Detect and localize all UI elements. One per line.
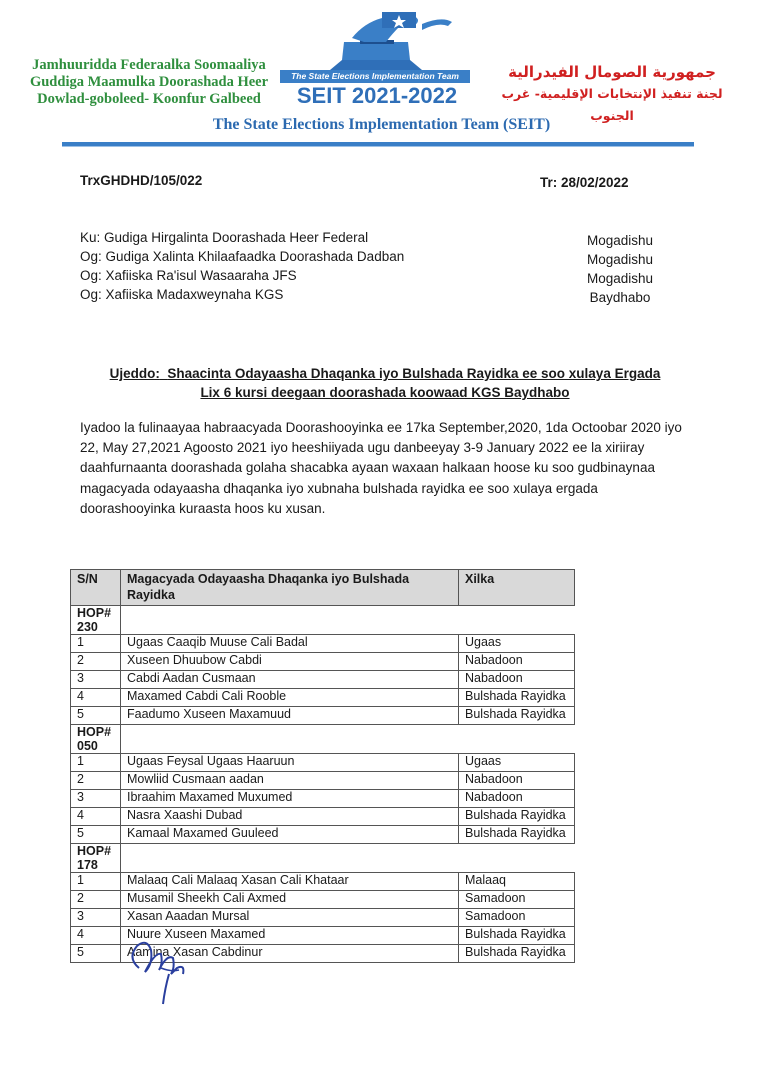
recipient-line: Og: Xafiiska Ra'isul Wasaaraha JFS [80, 268, 297, 283]
row-sn: 5 [71, 826, 121, 844]
table-row [71, 891, 575, 909]
row-name: Xasan Aaadan Mursal [121, 909, 459, 927]
row-role: Ugaas [459, 754, 575, 772]
row-name: Cabdi Aadan Cusmaan [121, 671, 459, 689]
logo-title: SEIT 2021-2022 [296, 83, 458, 108]
subject-line-2: Lix 6 kursi deegaan doorashada koowaad KGS Baydhabo [200, 385, 570, 400]
table-header-row [71, 570, 575, 606]
row-role: Nabadoon [459, 653, 575, 671]
reference-number: TrxGHDHD/105/022 [80, 173, 203, 188]
row-name: Ibraahim Maxamed Muxumed [121, 790, 459, 808]
row-role: Samadoon [459, 909, 575, 927]
table-group-row [71, 844, 575, 873]
recipient-city: Mogadishu [586, 252, 654, 267]
row-name: Aamina Xasan Cabdinur [121, 945, 459, 963]
row-role: Bulshada Rayidka [459, 707, 575, 725]
row-role: Malaaq [459, 873, 575, 891]
row-sn: 2 [71, 653, 121, 671]
table-row [71, 772, 575, 790]
recipient-cities [560, 231, 680, 307]
row-name: Maxamed Cabdi Cali Rooble [121, 689, 459, 707]
row-sn: 2 [71, 772, 121, 790]
row-name: Faadumo Xuseen Maxamuud [121, 707, 459, 725]
recipient-city: Mogadishu [586, 271, 654, 286]
signature-mark [125, 928, 195, 1008]
logo-band-text: The State Elections Implementation Team [280, 70, 470, 83]
header-left-line-2: Guddiga Maamulka Doorashada Heer [29, 74, 269, 90]
row-sn: 3 [71, 790, 121, 808]
header-right-line-2: لجنة تنفيذ الإنتخابات الإقليمية- غرب الجنوب [501, 86, 723, 123]
row-role: Nabadoon [459, 772, 575, 790]
table-row [71, 754, 575, 772]
header-left-line-3: Dowlad-goboleed- Koonfur Galbeed [37, 91, 261, 107]
group-title: HOP# 178 [71, 844, 121, 873]
recipient-line: Og: Gudiga Xalinta Khilaafaadka Doorashada Dadban [80, 249, 405, 264]
row-role: Bulshada Rayidka [459, 689, 575, 707]
group-title: HOP# 230 [71, 606, 121, 635]
row-name: Nasra Xaashi Dubad [121, 808, 459, 826]
row-role: Nabadoon [459, 790, 575, 808]
row-role: Bulshada Rayidka [459, 945, 575, 963]
row-sn: 1 [71, 635, 121, 653]
column-header-role: Xilka [459, 570, 575, 606]
seit-logo-icon [282, 12, 470, 72]
table-row [71, 808, 575, 826]
table-row [71, 707, 575, 725]
recipient-line: Ku: Gudiga Hirgalinta Doorashada Heer Federal [80, 230, 369, 245]
subject-block [60, 364, 710, 402]
recipient-city: Baydhabo [589, 290, 651, 305]
table-row [71, 826, 575, 844]
table-group-row [71, 606, 575, 635]
table-row [71, 790, 575, 808]
table-row [71, 909, 575, 927]
row-sn: 3 [71, 909, 121, 927]
row-sn: 5 [71, 707, 121, 725]
row-name: Mowliid Cusmaan aadan [121, 772, 459, 790]
table-row [71, 653, 575, 671]
row-sn: 3 [71, 671, 121, 689]
body-paragraph: Iyadoo la fulinaayaa habraacyada Doorashooyinka ee 17ka September,2020, 1da Octoobar 2020 iyo 22, May 27,2021 Agoosto 2021 iyo heeshiiyada ugu danbeeyay 3-9 January 2022 ee la xiriiray daahfurnaanta doorashada golaha shacabka ayaan waxaan halkaan hoose ku soo gudbinaynaa magacyada odayaasha dhaqanka iyo xubnaha bulshada rayidka ee soo xulaya ergada doorashooyinka kuraasta hoos ku xusan. [80, 420, 682, 516]
recipients-list [80, 228, 404, 304]
row-name: Ugaas Feysal Ugaas Haaruun [121, 754, 459, 772]
header-divider [62, 142, 694, 147]
row-sn: 4 [71, 689, 121, 707]
header-left-line-1: Jamhuuridda Federaalka Soomaaliya [32, 57, 266, 73]
row-role: Bulshada Rayidka [459, 826, 575, 844]
row-role: Nabadoon [459, 671, 575, 689]
row-sn: 1 [71, 873, 121, 891]
recipient-city: Mogadishu [586, 233, 654, 248]
row-name: Kamaal Maxamed Guuleed [121, 826, 459, 844]
row-role: Samadoon [459, 891, 575, 909]
table-row [71, 671, 575, 689]
table-body [71, 606, 575, 963]
header-right-line-1: جمهورية الصومال الفيدرالية [508, 63, 716, 81]
row-name: Malaaq Cali Malaaq Xasan Cali Khataar [121, 873, 459, 891]
table-row [71, 635, 575, 653]
row-name: Musamil Sheekh Cali Axmed [121, 891, 459, 909]
subject-line-1: Shaacinta Odayaasha Dhaqanka iyo Bulshada Rayidka ee soo xulaya Ergada [167, 366, 661, 381]
row-sn: 4 [71, 927, 121, 945]
row-name: Ugaas Caaqib Muuse Cali Badal [121, 635, 459, 653]
letter-date: Tr: 28/02/2022 [540, 175, 629, 190]
row-name: Nuure Xuseen Maxamed [121, 927, 459, 945]
row-sn: 5 [71, 945, 121, 963]
subject-label: Ujeddo: [109, 366, 160, 381]
column-header-name: Magacyada Odayaasha Dhaqanka iyo Bulshada Rayidka [121, 570, 459, 606]
row-sn: 4 [71, 808, 121, 826]
group-title: HOP# 050 [71, 725, 121, 754]
table-group-row [71, 725, 575, 754]
row-role: Bulshada Rayidka [459, 808, 575, 826]
table-row [71, 873, 575, 891]
recipient-line: Og: Xafiiska Madaxweynaha KGS [80, 287, 284, 302]
row-sn: 1 [71, 754, 121, 772]
column-header-sn: S/N [71, 570, 121, 606]
row-sn: 2 [71, 891, 121, 909]
elders-table [70, 569, 575, 963]
row-role: Ugaas [459, 635, 575, 653]
letterhead-subtitle: The State Elections Implementation Team (SEIT) [212, 116, 551, 133]
row-name: Xuseen Dhuubow Cabdi [121, 653, 459, 671]
table-row [71, 689, 575, 707]
header-left-block [24, 57, 274, 108]
row-role: Bulshada Rayidka [459, 927, 575, 945]
